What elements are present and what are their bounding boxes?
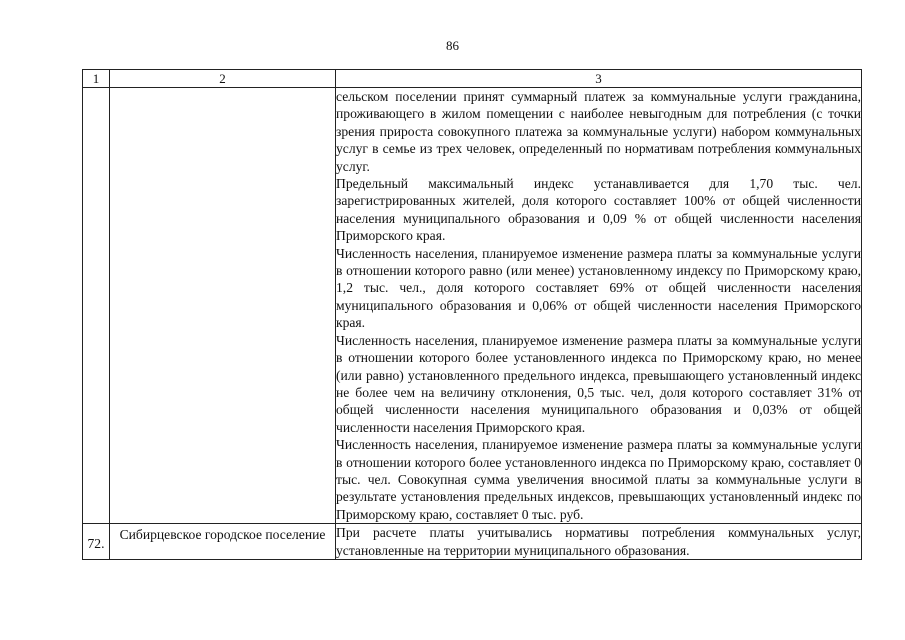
row-number-cell: [83, 88, 110, 524]
document-table: [82, 69, 862, 560]
description-cell: [336, 524, 862, 560]
description-paragraph: Предельный максимальный индекс устанавливается для 1,70 тыс. чел. зарегистрированных жителей, доля которого составляет 100% от общей численности населения муниципального образования и 0,09 % от общей численности населения Приморского края.: [336, 176, 861, 244]
settlement-name-cell: Сибирцевское городское поселение: [110, 524, 336, 560]
description-paragraph: При расчете платы учитывались нормативы потребления коммунальных услуг, установленные на территории муниципального образования.: [336, 525, 861, 558]
table-header-row: [83, 70, 862, 88]
row-number-cell: 72.: [83, 524, 110, 560]
header-col-3: 3: [336, 70, 862, 88]
description-cell: [336, 88, 862, 524]
table-row: [83, 524, 862, 560]
description-paragraph: Численность населения, планируемое изменение размера платы за коммунальные услуги в отношении которого более установленного индекса по Приморскому краю, составляет 0 тыс. чел. Совокупная сумма увеличения вносимой платы за коммунальные услуги в результате установления предельных индексов, превышающих установленный индекс по Приморскому краю, составляет 0 тыс. руб.: [336, 437, 861, 522]
description-paragraph: сельском поселении принят суммарный платеж за коммунальные услуги гражданина, проживающего в жилом помещении с наиболее невыгодным для потребления (с точки зрения прироста совокупного платежа за коммунальные услуги) набором коммунальных услуг в семье из трех человек, определенный по нормативам потребления коммунальных услуг.: [336, 89, 861, 174]
page-number: 86: [446, 38, 459, 53]
header-col-2: 2: [110, 70, 336, 88]
header-col-1: 1: [83, 70, 110, 88]
description-paragraph: Численность населения, планируемое изменение размера платы за коммунальные услуги в отношении которого более установленного индекса по Приморскому краю, но менее (или равно) установленного предельного индекса, превышающего установленный индекс не более чем на величину отклонения, 0,5 тыс. чел, доля которого составляет 31% от общей численности населения муниципального образования и 0,03% от общей численности населения Приморского края.: [336, 332, 861, 435]
table-row: [83, 88, 862, 524]
settlement-name-cell: [110, 88, 336, 524]
description-paragraph: Численность населения, планируемое изменение размера платы за коммунальные услуги в отношении которого равно (или менее) установленному индексу по Приморскому краю, 1,2 тыс. чел., доля которого составляет 69% от общей численности населения муниципального образования и 0,06% от общей численности населения Приморского края.: [336, 245, 861, 331]
